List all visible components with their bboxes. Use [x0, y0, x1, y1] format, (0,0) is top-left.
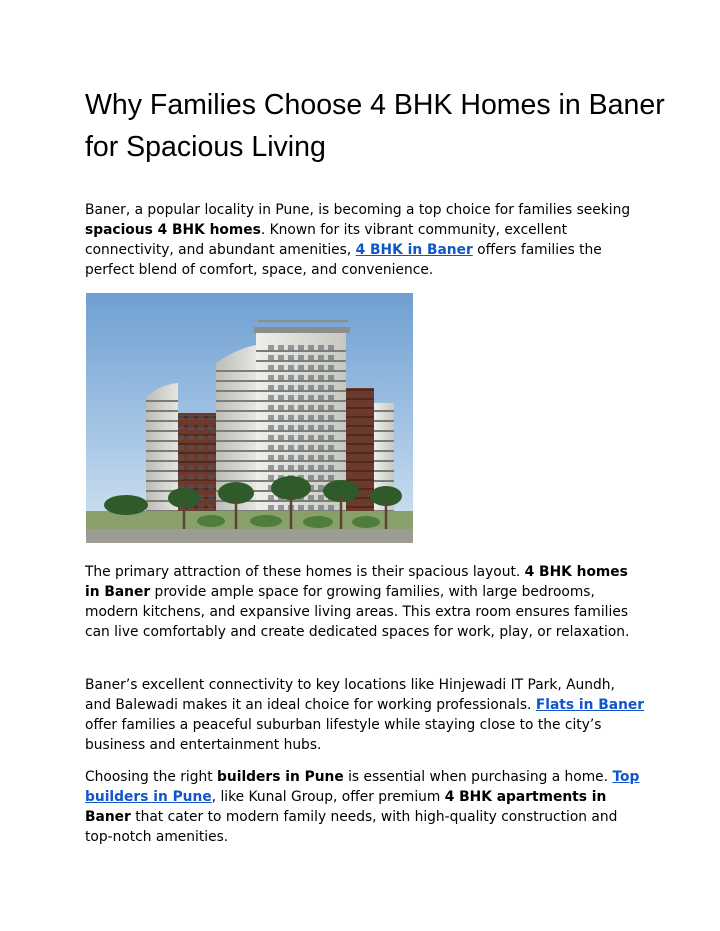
intro-text-1: Baner, a popular locality in Pune, is becoming a top choice for families seeking	[85, 202, 631, 218]
builders-paragraph	[85, 767, 645, 847]
builders-text-3: , like Kunal Group, offer premium	[211, 789, 445, 805]
link-top-builders-in-pune[interactable]: Top builders in Pune	[85, 769, 640, 805]
link-4bhk-in-baner[interactable]: 4 BHK in Baner	[355, 242, 473, 258]
building-photo	[86, 293, 413, 543]
intro-text-2: . Known for its vibrant community, excellent connectivity, and abundant amenities,	[85, 222, 567, 258]
builders-text-2: is essential when purchasing a home.	[343, 769, 613, 785]
link-flats-in-baner[interactable]: Flats in Baner	[535, 697, 645, 713]
builders-text-1: Choosing the right	[85, 769, 218, 785]
layout-text-2: provide ample space for growing families, with large bedrooms, modern kitchens, and expansive living areas. This extra room ensures families can live comfortably and create dedicated spaces for work, play, or relaxation.	[85, 584, 630, 640]
intro-bold-1: spacious 4 BHK homes	[85, 222, 261, 238]
article-title: Why Families Choose 4 BHK Homes in Baner for Spacious Living	[85, 89, 665, 163]
connectivity-text-2: offer families a peaceful suburban lifestyle while staying close to the city’s business and entertainment hubs.	[85, 717, 602, 753]
builders-text-4: that cater to modern family needs, with high-quality construction and top-notch amenities.	[85, 809, 618, 845]
connectivity-paragraph	[85, 675, 645, 755]
builders-bold-2: 4 BHK apartments in Baner	[85, 789, 607, 825]
intro-paragraph	[85, 200, 645, 280]
intro-text-3: offers families the perfect blend of comfort, space, and convenience.	[85, 242, 602, 278]
layout-text-1: The primary attraction of these homes is their spacious layout.	[85, 564, 525, 580]
builders-bold-1: builders in Pune	[217, 769, 344, 785]
layout-paragraph	[85, 562, 645, 642]
connectivity-text-1: Baner’s excellent connectivity to key locations like Hinjewadi IT Park, Aundh, and Balewadi makes it an ideal choice for working professionals.	[85, 677, 615, 713]
layout-bold-1: 4 BHK homes in Baner	[85, 564, 628, 600]
